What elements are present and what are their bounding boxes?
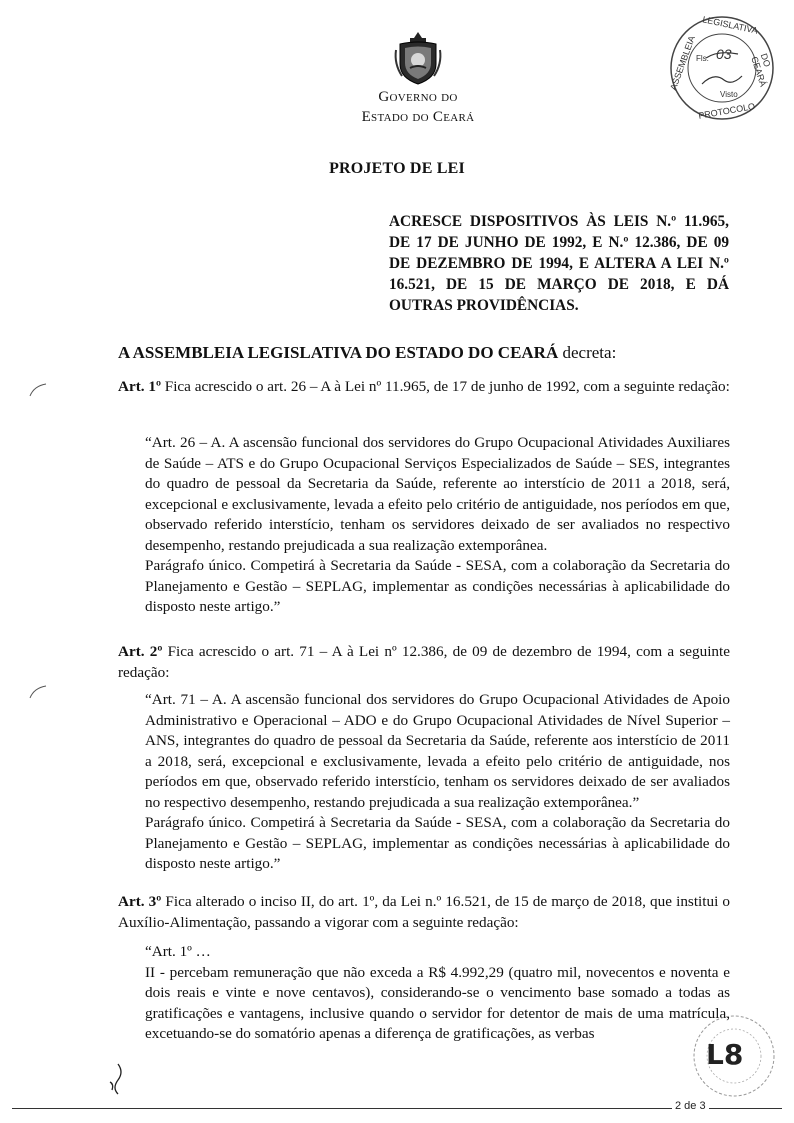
- enacting-clause-rest: decreta:: [558, 343, 617, 362]
- quote-paragraph: II - percebam remuneração que não exceda a R$ 4.992,29 (quatro mil, novecentos e noventa e dois reais e vinte e nove centavos), considerando-se o vencimento base somado a todas as gratificações e vantagens, inclusive quando o servidor for detentor de mais de uma matrícula, excetuando-se do somatório apenas a diferença de gratificações, as verbas: [145, 963, 730, 1042]
- article-3-text: Fica alterado o inciso II, do art. 1º, da Lei n.º 16.521, de 15 de março de 2018, que institui o Auxílio-Alimentação, passando a vigorar com a seguinte redação:: [118, 893, 731, 931]
- document-title: PROJETO DE LEI: [329, 160, 465, 177]
- article-1-quote: [145, 433, 730, 618]
- stamp-fls-label: Fls.: [696, 54, 709, 63]
- footer-rule: [12, 1108, 782, 1109]
- ementa: ACRESCE DISPOSITIVOS ÀS LEIS N.º 11.965, DE 17 DE JUNHO DE 1992, E N.º 12.386, DE 09 DE DEZEMBRO DE 1994, E ALTERA A LEI N.º 16.521, DE 15 DE MARÇO DE 2018, E DÁ OUTRAS PROVIDÊNCIAS.: [389, 213, 729, 314]
- government-header: [330, 87, 506, 127]
- article-1-label: Art. 1º: [118, 378, 161, 395]
- article-2: [118, 642, 730, 683]
- header-line-2: Estado do Ceará: [361, 109, 475, 125]
- signature-icon: [104, 1062, 132, 1096]
- enacting-clause: [118, 343, 738, 363]
- stamp-right-text: DO CEARÁ: [749, 52, 773, 88]
- coat-of-arms-icon: [392, 30, 444, 86]
- rubric-text: L8: [706, 1038, 744, 1071]
- article-1: [118, 377, 730, 398]
- article-3-label: Art. 3º: [118, 893, 162, 910]
- margin-tick-icon: [28, 682, 48, 702]
- quote-paragraph: “Art. 26 – A. A ascensão funcional dos servidores do Grupo Ocupacional Atividades Auxiliares de Saúde – ATS e do Grupo Ocupacional Serviços Especializados de Saúde – SES, integrantes do quadro de pessoal da Secretaria da Saúde, referente ao interstício de 2011 a 2018, será, excepcional e exclusivamente, levada a efeito pelo critério de antiguidade, nos períodos em que, observado referido interstício, tenham os servidores deixado de ser avaliados no respectivo desempenho, restando prejudicada a sua realização extemporânea.: [145, 434, 730, 554]
- stamp-left-text: ASSEMBLEIA: [668, 34, 697, 92]
- article-2-label: Art. 2º: [118, 643, 163, 660]
- stamp-top-text: LEGISLATIVA: [701, 14, 759, 36]
- enacting-clause-bold: A ASSEMBLEIA LEGISLATIVA DO ESTADO DO CEARÁ: [118, 343, 559, 362]
- stamp-fls-value: 03: [716, 46, 732, 62]
- article-3: [118, 892, 730, 933]
- article-1-text: Fica acrescido o art. 26 – A à Lei nº 11.965, de 17 de junho de 1992, com a seguinte redação:: [160, 378, 730, 395]
- protocol-stamp: [668, 14, 776, 122]
- header-line-1: Governo do: [378, 89, 458, 105]
- quote-paragraph: “Art. 71 – A. A ascensão funcional dos servidores do Grupo Ocupacional Atividades de Apoio Administrativo e Operacional – ADO e do Grupo Ocupacional Atividades de Nível Superior – ANS, integrantes do quadro de pessoal da Secretaria da Saúde, referente aos interstício de 2011 a 2018, será, excepcional e exclusivamente, levada a efeito pelo critério de antiguidade, nos períodos em que, observado referido interstício, tenham os servidores deixado de ser avaliados no respectivo desempenho, restando prejudicada a sua realização extemporânea.”: [145, 691, 730, 811]
- quote-paragraph: Parágrafo único. Competirá à Secretaria da Saúde - SESA, com a colaboração da Secretaria do Planejamento e Gestão – SEPLAG, implementar as condições necessárias à aplicabilidade do disposto neste artigo.”: [145, 814, 730, 872]
- article-3-quote: [145, 942, 730, 1045]
- quote-paragraph: “Art. 1º …: [145, 943, 211, 960]
- page-number: 2 de 3: [672, 1100, 709, 1112]
- article-2-text: Fica acrescido o art. 71 – A à Lei nº 12.386, de 09 de dezembro de 1994, com a seguinte redação:: [118, 643, 730, 681]
- quote-paragraph: Parágrafo único. Competirá à Secretaria da Saúde - SESA, com a colaboração da Secretaria do Planejamento e Gestão – SEPLAG, implementar as condições necessárias à aplicabilidade do disposto neste artigo.”: [145, 557, 730, 615]
- stamp-bottom-text: PROTOCOLO: [697, 101, 756, 121]
- article-2-quote: [145, 690, 730, 875]
- rubric: [706, 1038, 744, 1071]
- margin-tick-icon: [28, 380, 48, 400]
- stamp-visto-label: Visto: [720, 90, 738, 99]
